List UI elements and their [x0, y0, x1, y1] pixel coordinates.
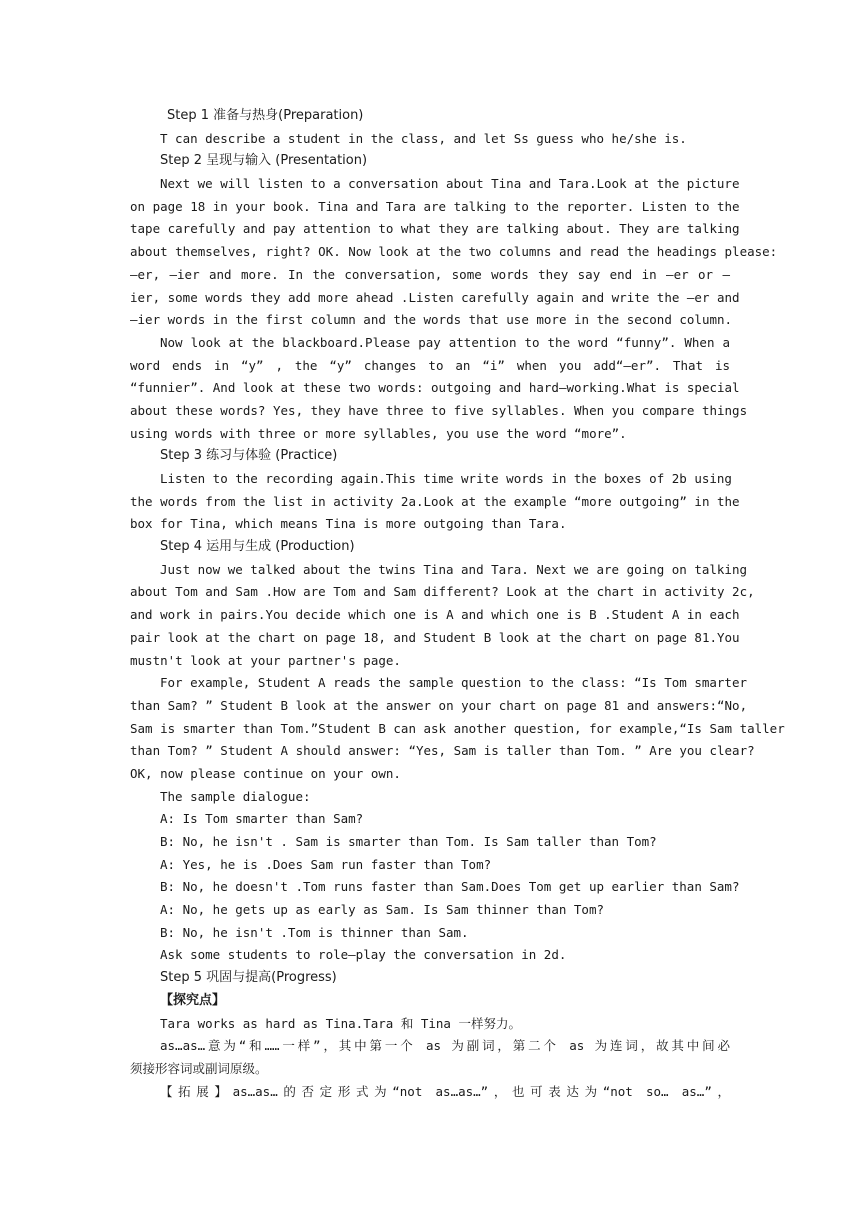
text-line: using words with three or more syllables, you use the word “more”.	[130, 425, 627, 441]
text-line: A: Yes, he is .Does Sam run faster than Tom?	[160, 856, 492, 872]
text-line: about these words? Yes, they have three to five syllables. When you compare things	[130, 402, 748, 418]
text-line: Now look at the blackboard.Please pay attention to the word “funny”. When a	[160, 334, 730, 350]
section-heading: Step 1 准备与热身(Preparation)	[167, 108, 364, 123]
text-line: about themselves, right? OK. Now look at the two columns and read the headings please:	[130, 244, 778, 260]
text-line: A: No, he gets up as early as Sam. Is Sam thinner than Tom?	[160, 902, 605, 918]
text-line: The sample dialogue:	[160, 788, 311, 804]
text-line: A: Is Tom smarter than Sam?	[160, 811, 364, 827]
section-heading: Step 3 练习与体验 (Practice)	[160, 448, 338, 464]
section-heading: Step 5 巩固与提高(Progress)	[160, 970, 337, 986]
text-line: B: No, he doesn't .Tom runs faster than Sam.Does Tom get up earlier than Sam?	[160, 879, 740, 895]
text-line: ier, some words they add more ahead .Listen carefully again and write the —er and	[130, 289, 740, 305]
text-line: tape carefully and pay attention to what they are talking about. They are talking	[130, 221, 740, 237]
section-label: 【探究点】	[160, 992, 226, 1008]
text-line: B: No, he isn't . Sam is smarter than Tom. Is Sam taller than Tom?	[160, 834, 657, 849]
text-line: Listen to the recording again.This time write words in the boxes of 2b using	[160, 471, 732, 486]
text-line: box for Tina, which means Tina is more outgoing than Tara.	[130, 516, 567, 532]
text-line: on page 18 in your book. Tina and Tara are talking to the reporter. Listen to the	[130, 198, 740, 214]
text-line: as…as…意为“和……一样”，其中第一个 as 为副词，第二个 as 为连词，故其中间必	[160, 1038, 730, 1054]
text-line: pair look at the chart on page 18, and Student B look at the chart on page 81.You	[130, 629, 740, 645]
text-line: —er, —ier and more. In the conversation, some words they say end in —er or —	[130, 266, 730, 282]
text-line: word ends in “y” , the “y” changes to an “i” when you add“—er”. That is	[130, 357, 730, 373]
text-line: OK, now please continue on your own.	[130, 765, 401, 781]
text-line: Tara works as hard as Tina.Tara 和 Tina 一样努力。	[160, 1015, 521, 1031]
text-line: Next we will listen to a conversation about Tina and Tara.Look at the picture	[160, 176, 740, 192]
text-line: than Tom? ” Student A should answer: “Yes, Sam is taller than Tom. ” Are you clear?	[130, 743, 755, 759]
text-line: Ask some students to role—play the conversation in 2d.	[160, 947, 567, 963]
text-line: Sam is smarter than Tom.”Student B can ask another question, for example,“Is Sam taller	[130, 720, 785, 736]
text-line: T can describe a student in the class, and let Ss guess who he/she is.	[160, 130, 687, 146]
text-line: about Tom and Sam .How are Tom and Sam different? Look at the chart in activity 2c,	[130, 584, 755, 600]
text-line: mustn't look at your partner's page.	[130, 652, 401, 668]
text-line: 须接形容词或副词原级。	[130, 1060, 268, 1076]
text-line: For example, Student A reads the sample question to the class: “Is Tom smarter	[160, 675, 747, 691]
document-body	[130, 105, 785, 1103]
text-line: “funnier”. And look at these two words: outgoing and hard—working.What is special	[130, 380, 740, 396]
section-heading: Step 2 呈现与输入 (Presentation)	[160, 153, 368, 169]
section-heading: Step 4 运用与生成 (Production)	[160, 539, 355, 555]
text-line: B: No, he isn't .Tom is thinner than Sam.	[160, 924, 469, 940]
text-line: and work in pairs.You decide which one is A and which one is B .Student A in each	[130, 607, 740, 623]
text-line: than Sam? ” Student B look at the answer on your chart on page 81 and answers:“No,	[130, 697, 748, 713]
text-line: Just now we talked about the twins Tina and Tara. Next we are going on talking	[160, 561, 747, 577]
text-line: the words from the list in activity 2a.Look at the example “more outgoing” in the	[130, 493, 740, 509]
text-line: 【拓展】as…as…的否定形式为“not as…as…”，也可表达为“not so… as…”，	[160, 1083, 730, 1099]
text-line: —ier words in the first column and the words that use more in the second column.	[130, 312, 733, 328]
